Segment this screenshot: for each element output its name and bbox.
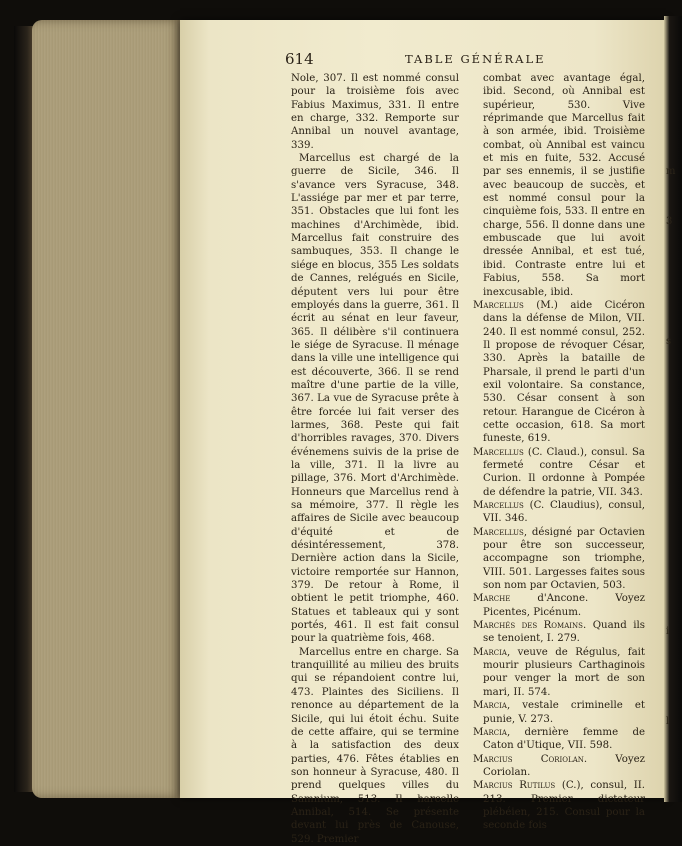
index-entry-continued (473, 72, 645, 299)
entry-headword: Marcius Coriolan (473, 753, 584, 765)
entry-headword: Marcellus (473, 500, 524, 511)
facing-page-fragment: 3 (666, 216, 673, 227)
index-entry (291, 646, 459, 846)
running-head: TABLE GÉNÉRALE (405, 52, 546, 66)
entry-headword: Marche (473, 593, 511, 605)
entry-text: . Voyez Coriolan. (483, 753, 646, 778)
index-entry (473, 499, 645, 526)
facing-page-edge (664, 16, 682, 802)
entry-headword: Marcia (473, 700, 507, 712)
text-column-right (473, 72, 645, 833)
index-entry-continued (291, 72, 459, 152)
entry-headword: Marcia (473, 726, 507, 738)
entry-text: (C.), consul, II. 213. Premier dictateur plébéien, 215. Consul pour la seconde fois (483, 780, 646, 832)
entry-text: Marcellus entre en charge. Sa tranquillité au milieu des bruits qui se répandoient contre lui, 473. Plaintes des Siciliens. Il renonce au département de la Sicile, qui lui étoit échu. Suite de cette affaire, qui se termine à la satisfaction des deux parties, 476. Fêtes établies en son honneur à Syracuse, 480. Il prend quelques villes du Samnium, 513. Il harcelle Annibal, 514. Se présente devant lui près de Canouse, 529. Premier (291, 646, 459, 845)
index-entry (473, 446, 645, 499)
text-column-left (291, 72, 459, 846)
entry-text: . Quand ils se tenoient, I. 279. (483, 620, 645, 645)
index-entry (473, 753, 645, 780)
entry-text: , veuve de Régulus, fait mourir plusieurs Carthaginois pour venger la mort de son mari, II. 574. (483, 646, 645, 698)
index-entry (473, 726, 645, 753)
entry-headword: Marcellus (473, 526, 524, 538)
entry-text: , dernière femme de Caton d'Utique, VII. 598. (483, 726, 645, 752)
facing-page-fragment: m (666, 166, 676, 177)
facing-page-fragment: l (666, 716, 670, 727)
entry-text: (C. Claud.), consul. Sa fermeté contre César et Curion. Il ordonne à Pompée de défendre la patrie, VII. 343. (483, 446, 645, 498)
entry-headword: Marcius Rutilus (473, 780, 556, 792)
entry-text: Marcellus est chargé de la guerre de Sicile, 346. Il s'avance vers Syracuse, 348. L'assiége par mer et par terre, 351. Obstacles que lui font les machines d'Archimède, ibid. Marcellus fait construire des sambuques, 353. Il change le siége en blocus, 355 Les soldats de Cannes, relégués en Sicile, députent vers lui pour être employés dans la guerre, 361. Il écrit au sénat en leur faveur, 365. Il délibère s'il continuera le siége de Syracuse. Il ménage dans la ville une intelligence qui est découverte, 366. Il se rend maître d'une partie de la ville, 367. La vue de Syracuse prête à être forcée lui fait verser des larmes, 368. Peste qui fait d'horribles ravages, 370. Divers événemens suivis de la prise de la ville, 371. Il la livre au pillage, 376. Mort d'Archimède. Honneurs que Marcellus rend à sa mémoire, 377. Il règle les affaires de Sicile avec beaucoup d'équité et de désintéressement, 378. Dernière action dans la Sicile, victoire remportée sur Hannon, 379. De retour à Rome, il obtient le petit triomphe, 460. Statues et tableaux qui y sont portés, 461. Il est fait consul pour la quatrième fois, 468. (291, 153, 459, 645)
entry-text: (C. Claudius), consul, VII. 346. (483, 500, 645, 525)
entry-text: (M.) aide Cicéron dans la défense de Milon, VII. 240. Il est nommé consul, 252. Il propose de révoquer César, 330. Après la bataille de Pharsale, il prend le parti d'un exil volontaire. Sa constance, 530. César consent à son retour. Harangue de Cicéron à cette occasion, 618. Sa mort funeste, 619. (483, 299, 645, 445)
index-entry (473, 299, 645, 446)
entry-text: d'Ancone. Voyez Picentes, Picénum. (483, 593, 645, 618)
index-entry (473, 619, 645, 646)
index-entry (473, 699, 645, 726)
index-entry (473, 779, 645, 832)
entry-text: , vestale criminelle et punie, V. 273. (483, 700, 645, 725)
entry-text: Nole, 307. Il est nommé consul pour la troisième fois avec Fabius Maximus, 331. Il entre en charge, 332. Remporte sur Annibal un nouvel avantage, 339. (291, 73, 459, 151)
index-entry (473, 646, 645, 699)
entry-text: combat avec avantage égal, ibid. Second, où Annibal est supérieur, 530. Vive réprimande que Marcellus fait à son armée, ibid. Troisième combat, où Annibal est vaincu et mis en fuite, 532. Accusé par ses ennemis, il se justifie avec beaucoup de succès, et est nommé consul pour la cinquième fois, 533. Il entre en charge, 556. Il donne dans une embuscade que lui avoit dressée Annibal, et est tué, ibid. Contraste entre lui et Fabius, 558. Sa mort inexcusable, ibid. (483, 73, 645, 298)
entry-headword: Marchés des Romains (473, 620, 583, 632)
index-entry (291, 152, 459, 646)
entry-headword: Marcia (473, 646, 507, 658)
index-entry (473, 592, 645, 619)
page-number: 614 (285, 50, 314, 68)
entry-text: , désigné par Octavien pour être son successeur, accompagne son triomphe, VIII. 501. Largesses faites sous son nom par Octavien, 503. (483, 526, 645, 592)
page-edges (32, 20, 182, 798)
index-entry (473, 526, 645, 593)
facing-page-fragment: s (666, 336, 672, 347)
entry-headword: Marcellus (473, 299, 524, 311)
entry-headword: Marcellus (473, 446, 524, 458)
facing-page-fragment: i (666, 626, 670, 637)
